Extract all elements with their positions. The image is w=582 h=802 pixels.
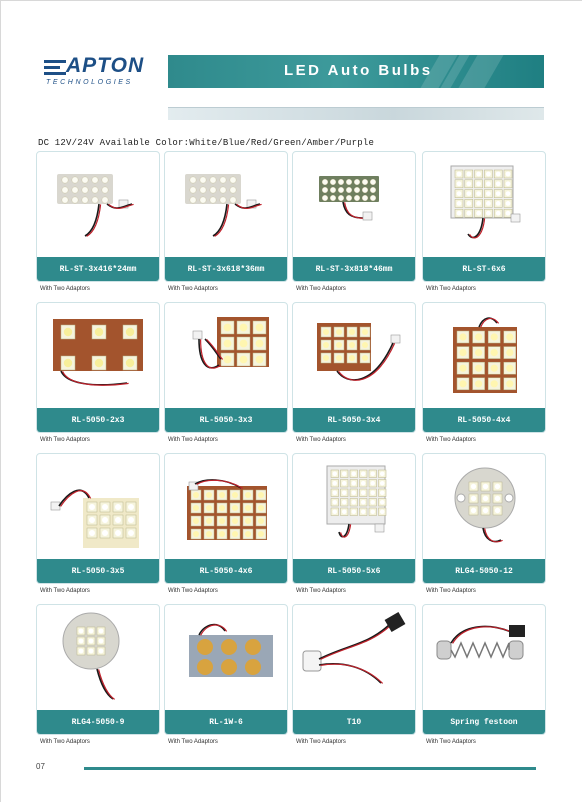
product-note: With Two Adaptors [296,588,346,594]
product-note: With Two Adaptors [40,286,90,292]
product-label: RL-5050-3x3 [165,408,287,432]
product-card [292,604,416,735]
product-note: With Two Adaptors [426,437,476,443]
product-photo [37,454,159,559]
footer-line [84,767,536,770]
product-label: T10 [293,710,415,734]
logo-name: APTON [66,54,145,77]
product-note: With Two Adaptors [168,437,218,443]
product-photo [293,303,415,408]
product-label: RL-5050-4x6 [165,559,287,583]
product-card [164,151,288,282]
product-label: RL-ST-6x6 [423,257,545,281]
product-photo [423,303,545,408]
product-card [292,453,416,584]
product-photo [293,454,415,559]
product-label: RL-ST-3x818*46mm [293,257,415,281]
product-label: RL-ST-3x618*36mm [165,257,287,281]
product-card [36,302,160,433]
product-photo [293,605,415,710]
spec-description: DC 12V/24V Available Color:White/Blue/Red/Green/Amber/Purple [38,138,375,148]
product-card [36,604,160,735]
product-label: RL-5050-3x4 [293,408,415,432]
product-label: Spring festoon [423,710,545,734]
product-photo [37,605,159,710]
product-label: RL-5050-2x3 [37,408,159,432]
product-note: With Two Adaptors [296,437,346,443]
product-photo [37,152,159,257]
product-label: RLG4-5050-9 [37,710,159,734]
product-note: With Two Adaptors [40,739,90,745]
product-label: RLG4-5050-12 [423,559,545,583]
product-photo [423,152,545,257]
product-label: RL-5050-5x6 [293,559,415,583]
product-card [36,453,160,584]
page-number: 07 [36,762,45,771]
header-sub-bar [168,107,544,120]
product-photo [165,605,287,710]
product-card [292,151,416,282]
product-note: With Two Adaptors [426,588,476,594]
product-card [164,604,288,735]
product-photo [165,303,287,408]
product-label: RL-1W-6 [165,710,287,734]
product-label: RL-ST-3x416*24mm [37,257,159,281]
product-photo [423,605,545,710]
product-note: With Two Adaptors [40,437,90,443]
product-card [164,453,288,584]
product-card [422,302,546,433]
page-title: LED Auto Bulbs [284,62,433,79]
product-card [422,151,546,282]
product-photo [37,303,159,408]
product-photo [165,454,287,559]
product-note: With Two Adaptors [296,739,346,745]
product-note: With Two Adaptors [426,739,476,745]
header-banner [168,55,544,88]
product-photo [423,454,545,559]
product-card [292,302,416,433]
product-note: With Two Adaptors [296,286,346,292]
product-photo [165,152,287,257]
product-photo [293,152,415,257]
product-note: With Two Adaptors [426,286,476,292]
product-note: With Two Adaptors [40,588,90,594]
product-card [422,453,546,584]
product-label: RL-5050-3x5 [37,559,159,583]
product-note: With Two Adaptors [168,588,218,594]
company-logo [44,55,154,91]
product-card [422,604,546,735]
logo-subtitle: TECHNOLOGIES [46,79,133,86]
product-card [164,302,288,433]
product-note: With Two Adaptors [168,739,218,745]
product-card [36,151,160,282]
product-note: With Two Adaptors [168,286,218,292]
product-label: RL-5050-4x4 [423,408,545,432]
